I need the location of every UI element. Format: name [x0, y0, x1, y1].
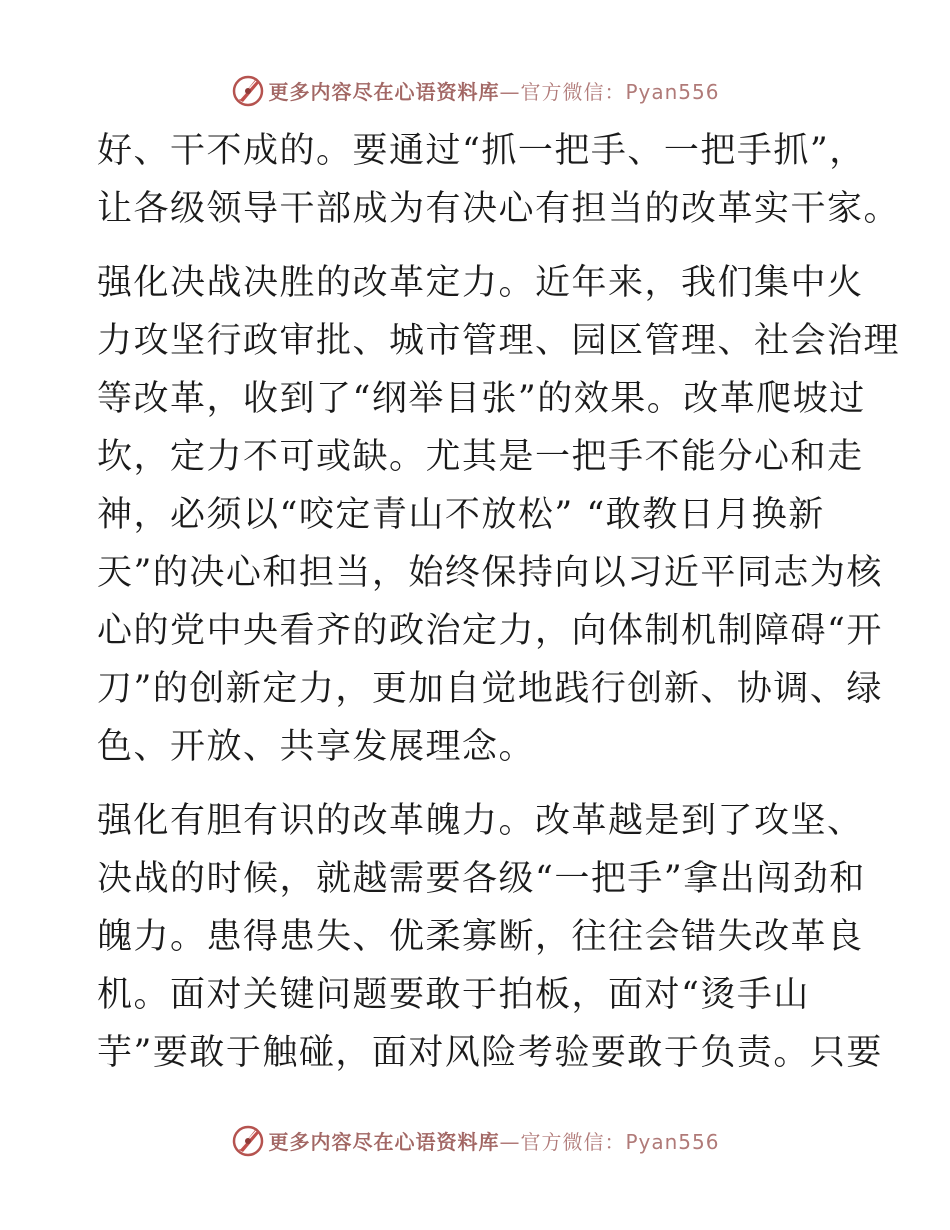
- text-line: 刀”的创新定力，更加自觉地践行创新、协调、绿: [97, 669, 883, 709]
- text-line: 好、干不成的。要通过“抓一把手、一把手抓”，: [97, 131, 866, 171]
- text-line: 力攻坚行政审批、城市管理、园区管理、社会治理: [97, 321, 901, 361]
- text-line: 强化决战决胜的改革定力。近年来，我们集中火: [97, 263, 864, 303]
- document-body: [97, 122, 901, 1082]
- footer-watermark-text: 更多内容尽在心语资料库—官方微信：Pyan556: [268, 1129, 720, 1154]
- header-watermark: [0, 70, 950, 110]
- text-line: 机。面对关键问题要敢于拍板，面对“烫手山: [97, 975, 810, 1015]
- text-line: 心的党中央看齐的政治定力，向体制机制障碍“开: [97, 611, 883, 651]
- text-line: 色、开放、共享发展理念。: [97, 727, 536, 767]
- text-line: 神，必须以“咬定青山不放松” “敢教日月换新: [97, 495, 825, 535]
- paragraph: [97, 792, 883, 1082]
- text-line: 让各级领导干部成为有决心有担当的改革实干家。: [97, 189, 901, 229]
- paragraph: [97, 254, 901, 776]
- text-line: 决战的时候，就越需要各级“一把手”拿出闯劲和: [97, 859, 866, 899]
- text-line: 魄力。患得患失、优柔寡断，往往会错失改革良: [97, 917, 864, 957]
- quill-logo-icon: [230, 72, 266, 108]
- paragraph: [97, 122, 901, 238]
- text-line: 天”的决心和担当，始终保持向以习近平同志为核: [97, 553, 883, 593]
- quill-logo-icon: [230, 1122, 266, 1158]
- text-line: 坎，定力不可或缺。尤其是一把手不能分心和走: [97, 437, 864, 477]
- text-line: 等改革，收到了“纲举目张”的效果。改革爬坡过: [97, 379, 866, 419]
- text-line: 芋”要敢于触碰，面对风险考验要敢于负责。只要: [97, 1033, 883, 1073]
- header-watermark-text: 更多内容尽在心语资料库—官方微信：Pyan556: [268, 79, 720, 104]
- text-line: 强化有胆有识的改革魄力。改革越是到了攻坚、: [97, 801, 864, 841]
- footer-watermark: [0, 1120, 950, 1160]
